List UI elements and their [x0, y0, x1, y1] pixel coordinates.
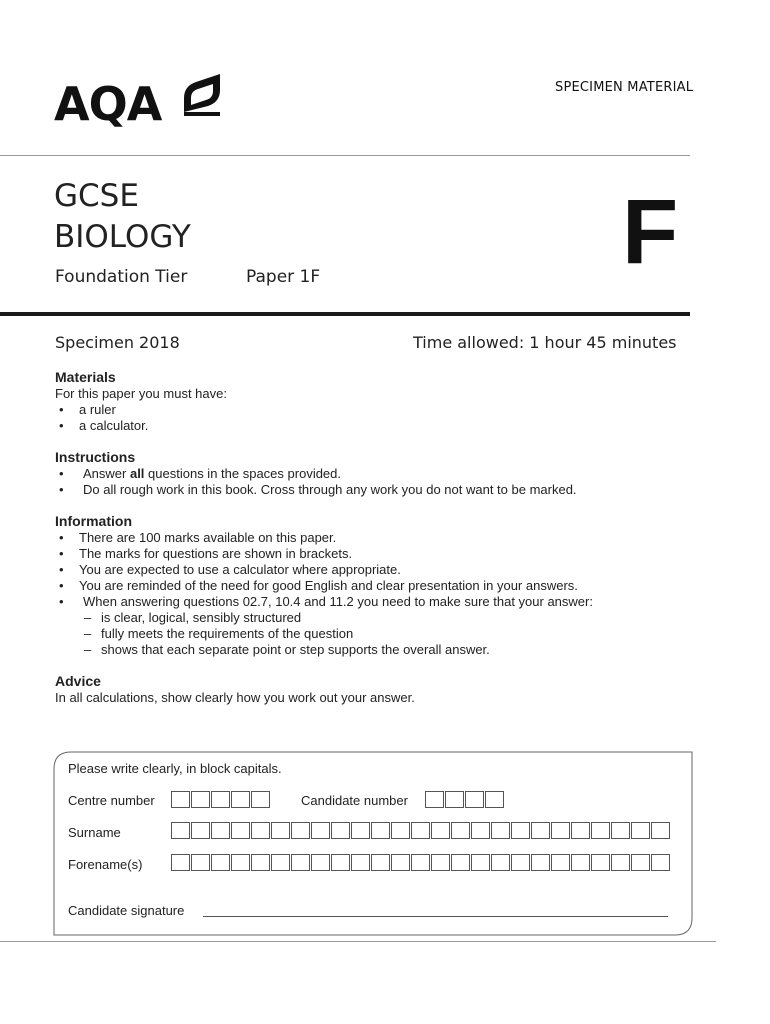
- character-cell[interactable]: [485, 791, 504, 808]
- list-item: • You are expected to use a calculator where appropriate.: [55, 562, 695, 578]
- character-cell[interactable]: [291, 854, 310, 871]
- list-item: • Do all rough work in this book. Cross through any work you do not want to be marked.: [55, 482, 695, 498]
- list-item: • When answering questions 02.7, 10.4 and 11.2 you need to make sure that your answer:: [55, 594, 695, 610]
- header-divider: [0, 155, 690, 156]
- specimen-year: Specimen 2018: [55, 333, 180, 352]
- character-cell[interactable]: [211, 854, 230, 871]
- character-cell[interactable]: [611, 854, 630, 871]
- character-cell[interactable]: [291, 822, 310, 839]
- surname-input[interactable]: [171, 822, 671, 840]
- advice-section: [55, 673, 695, 706]
- list-subitem: – shows that each separate point or step supports the overall answer.: [55, 642, 695, 658]
- centre-number-label: Centre number: [68, 793, 155, 808]
- character-cell[interactable]: [471, 822, 490, 839]
- character-cell[interactable]: [231, 822, 250, 839]
- character-cell[interactable]: [531, 854, 550, 871]
- character-cell[interactable]: [491, 854, 510, 871]
- list-item: • a ruler: [55, 402, 695, 418]
- character-cell[interactable]: [231, 854, 250, 871]
- character-cell[interactable]: [211, 791, 230, 808]
- character-cell[interactable]: [351, 854, 370, 871]
- materials-section: [55, 369, 695, 434]
- character-cell[interactable]: [171, 822, 190, 839]
- character-cell[interactable]: [511, 822, 530, 839]
- title-divider: [0, 312, 690, 316]
- character-cell[interactable]: [251, 854, 270, 871]
- surname-label: Surname: [68, 825, 121, 840]
- character-cell[interactable]: [431, 854, 450, 871]
- character-cell[interactable]: [331, 854, 350, 871]
- list-item: • a calculator.: [55, 418, 695, 434]
- character-cell[interactable]: [271, 854, 290, 871]
- information-heading: Information: [55, 513, 132, 529]
- list-item: • There are 100 marks available on this paper.: [55, 530, 695, 546]
- aqa-logo: [54, 72, 224, 130]
- character-cell[interactable]: [391, 854, 410, 871]
- aqa-leaf-icon: [180, 72, 224, 116]
- instructions-section: [55, 449, 695, 498]
- candidate-number-input[interactable]: [425, 791, 505, 809]
- specimen-material-label: SPECIMEN MATERIAL: [555, 80, 694, 95]
- character-cell[interactable]: [351, 822, 370, 839]
- forenames-input[interactable]: [171, 854, 671, 872]
- subject-title: BIOLOGY: [54, 219, 191, 255]
- character-cell[interactable]: [631, 854, 650, 871]
- tier-label: Foundation Tier: [55, 267, 188, 287]
- character-cell[interactable]: [271, 822, 290, 839]
- instruction-text: questions in the spaces provided.: [144, 466, 342, 481]
- information-list: [55, 530, 695, 658]
- list-item: • The marks for questions are shown in brackets.: [55, 546, 695, 562]
- list-item: • You are reminded of the need for good English and clear presentation in your answers.: [55, 578, 695, 594]
- character-cell[interactable]: [631, 822, 650, 839]
- list-subitem: – fully meets the requirements of the question: [55, 626, 695, 642]
- instructions-list: [55, 466, 695, 498]
- materials-intro: For this paper you must have:: [55, 386, 227, 401]
- character-cell[interactable]: [311, 854, 330, 871]
- character-cell[interactable]: [591, 822, 610, 839]
- character-cell[interactable]: [191, 854, 210, 871]
- candidate-number-label: Candidate number: [301, 793, 408, 808]
- signature-line[interactable]: [203, 916, 668, 917]
- footer-divider: [0, 941, 716, 942]
- character-cell[interactable]: [451, 854, 470, 871]
- centre-number-input[interactable]: [171, 791, 271, 809]
- character-cell[interactable]: [411, 822, 430, 839]
- logo-text: AQA: [54, 77, 162, 131]
- block-capitals-instruction: Please write clearly, in block capitals.: [68, 761, 282, 776]
- character-cell[interactable]: [431, 822, 450, 839]
- character-cell[interactable]: [445, 791, 464, 808]
- character-cell[interactable]: [371, 822, 390, 839]
- character-cell[interactable]: [331, 822, 350, 839]
- character-cell[interactable]: [251, 822, 270, 839]
- character-cell[interactable]: [171, 854, 190, 871]
- list-subitem: – is clear, logical, sensibly structured: [55, 610, 695, 626]
- instructions-heading: Instructions: [55, 449, 136, 465]
- character-cell[interactable]: [425, 791, 444, 808]
- character-cell[interactable]: [651, 854, 670, 871]
- character-cell[interactable]: [451, 822, 470, 839]
- character-cell[interactable]: [371, 854, 390, 871]
- character-cell[interactable]: [651, 822, 670, 839]
- candidate-details-box: [53, 751, 693, 936]
- character-cell[interactable]: [411, 854, 430, 871]
- signature-label: Candidate signature: [68, 903, 185, 918]
- character-cell[interactable]: [191, 791, 210, 808]
- character-cell[interactable]: [471, 854, 490, 871]
- character-cell[interactable]: [531, 822, 550, 839]
- character-cell[interactable]: [591, 854, 610, 871]
- advice-text: In all calculations, show clearly how you work out your answer.: [55, 690, 415, 705]
- list-item: [55, 466, 695, 482]
- character-cell[interactable]: [191, 822, 210, 839]
- materials-list: [55, 402, 695, 434]
- character-cell[interactable]: [551, 854, 570, 871]
- character-cell[interactable]: [231, 791, 250, 808]
- character-cell[interactable]: [571, 822, 590, 839]
- character-cell[interactable]: [551, 822, 570, 839]
- advice-heading: Advice: [55, 673, 101, 689]
- character-cell[interactable]: [465, 791, 484, 808]
- character-cell[interactable]: [171, 791, 190, 808]
- character-cell[interactable]: [311, 822, 330, 839]
- tier-letter: F: [622, 181, 679, 283]
- character-cell[interactable]: [491, 822, 510, 839]
- information-section: [55, 513, 695, 658]
- qualification-title: GCSE: [54, 178, 139, 214]
- instruction-emphasis: all: [129, 466, 145, 481]
- materials-heading: Materials: [55, 369, 116, 385]
- instruction-text: Answer: [83, 466, 130, 481]
- character-cell[interactable]: [211, 822, 230, 839]
- forenames-label: Forename(s): [68, 857, 143, 872]
- character-cell[interactable]: [511, 854, 530, 871]
- character-cell[interactable]: [611, 822, 630, 839]
- character-cell[interactable]: [391, 822, 410, 839]
- character-cell[interactable]: [571, 854, 590, 871]
- character-cell[interactable]: [251, 791, 270, 808]
- time-allowed: Time allowed: 1 hour 45 minutes: [413, 333, 677, 352]
- paper-label: Paper 1F: [246, 267, 321, 287]
